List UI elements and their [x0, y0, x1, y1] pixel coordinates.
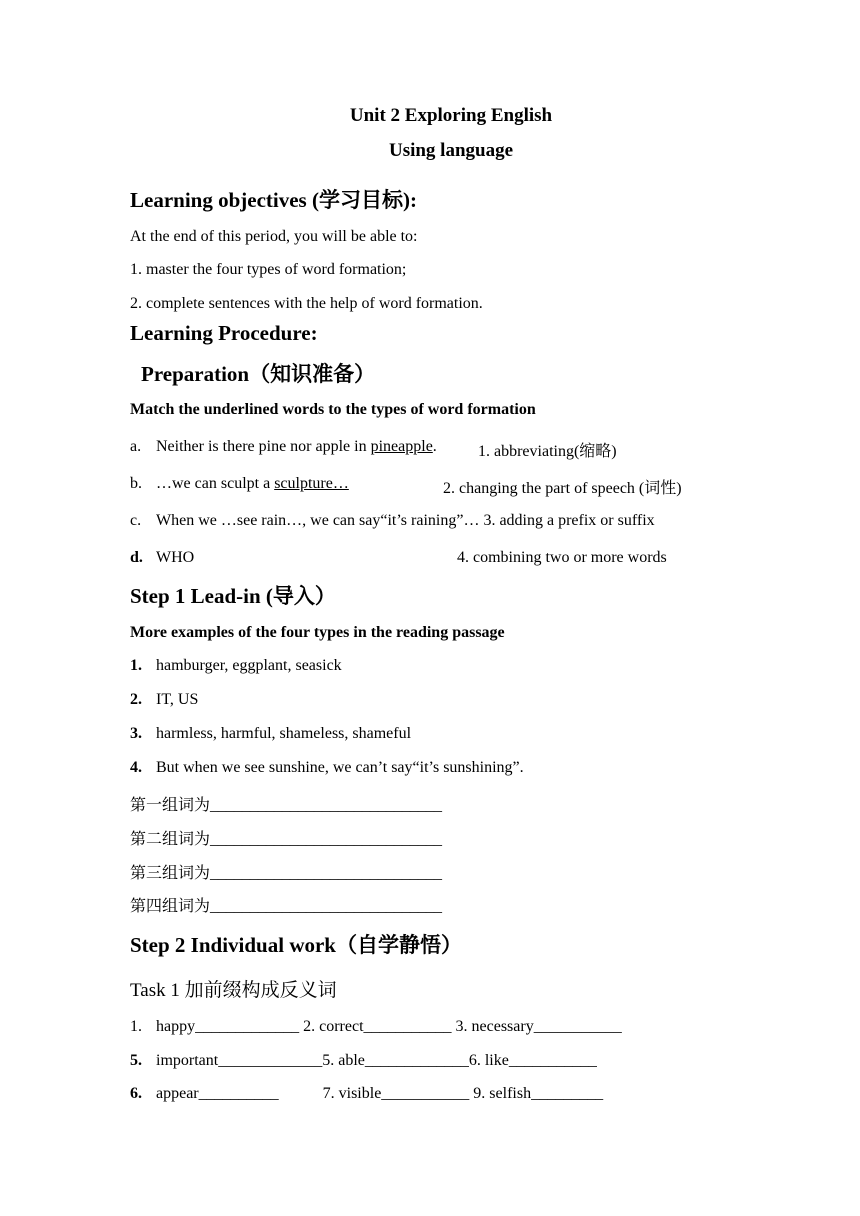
match-instruction: Match the underlined words to the types of word formation	[130, 401, 536, 418]
task1-heading: Task 1 加前缀构成反义词	[130, 980, 337, 1001]
match-type-1: 1. abbreviating(缩略)	[478, 443, 617, 460]
match-letter: c.	[130, 512, 142, 529]
procedure-heading: Learning Procedure:	[130, 321, 318, 345]
match-underlined-word: sculpture…	[274, 475, 349, 492]
match-type-4: 4. combining two or more words	[457, 549, 667, 566]
match-underlined-word: pineapple	[370, 438, 433, 455]
exercise-text: happy_____________ 2. correct___________ 3. necessary___________	[156, 1018, 622, 1035]
exercise-number: 5.	[130, 1052, 142, 1069]
match-text-end: .	[432, 438, 437, 455]
match-letter: b.	[130, 475, 142, 492]
match-text: When we …see rain…, we can say“it’s raining”…	[156, 512, 484, 529]
exercise-number: 6.	[130, 1085, 142, 1102]
exercise-row	[130, 1018, 622, 1036]
group-blank-2: 第二组词为_____________________________	[130, 831, 443, 848]
match-row-b	[130, 475, 349, 493]
match-row-d	[130, 549, 194, 567]
list-item	[130, 657, 342, 675]
step1-heading: Step 1 Lead-in (导入）	[130, 584, 336, 608]
exercise-text: important_____________5. able_____________6. like___________	[156, 1052, 597, 1069]
list-text: hamburger, eggplant, seasick	[156, 657, 342, 674]
exercise-text: appear__________ 7. visible___________ 9. selfish_________	[156, 1085, 604, 1102]
match-row-a	[130, 438, 437, 456]
list-text: But when we see sunshine, we can’t say“it’s sunshining”.	[156, 759, 524, 776]
match-letter: d.	[130, 549, 143, 566]
objective-item-1: 1. master the four types of word formation;	[130, 261, 407, 278]
match-row-c	[130, 512, 655, 530]
match-type-2: 2. changing the part of speech (词性)	[443, 480, 682, 497]
group-blank-4: 第四组词为_____________________________	[130, 898, 443, 915]
list-number: 1.	[130, 657, 142, 674]
exercise-row	[130, 1085, 603, 1103]
objectives-heading: Learning objectives (学习目标):	[130, 188, 417, 212]
list-item	[130, 691, 198, 709]
objectives-intro: At the end of this period, you will be able to:	[130, 228, 418, 245]
step2-heading: Step 2 Individual work（自学静悟）	[130, 933, 462, 957]
preparation-heading: Preparation（知识准备）	[141, 362, 376, 386]
group-blank-3: 第三组词为_____________________________	[130, 865, 443, 882]
match-text: Neither is there pine nor apple in	[156, 438, 371, 455]
list-text: IT, US	[156, 691, 199, 708]
list-item	[130, 759, 524, 777]
match-letter: a.	[130, 438, 142, 455]
match-text: …we can sculpt a	[156, 475, 275, 492]
exercise-row	[130, 1052, 597, 1070]
objective-item-2: 2. complete sentences with the help of word formation.	[130, 295, 483, 312]
list-number: 4.	[130, 759, 142, 776]
list-number: 2.	[130, 691, 142, 708]
match-type-3: 3. adding a prefix or suffix	[483, 512, 655, 529]
match-text: WHO	[156, 549, 195, 566]
page-title: Unit 2 Exploring English	[349, 105, 553, 126]
list-number: 3.	[130, 725, 142, 742]
group-blank-1: 第一组词为_____________________________	[130, 797, 443, 814]
exercise-number: 1.	[130, 1018, 142, 1035]
page-subtitle: Using language	[388, 140, 514, 161]
list-text: harmless, harmful, shameless, shameful	[156, 725, 412, 742]
step1-instruction: More examples of the four types in the reading passage	[130, 624, 505, 641]
list-item	[130, 725, 411, 743]
